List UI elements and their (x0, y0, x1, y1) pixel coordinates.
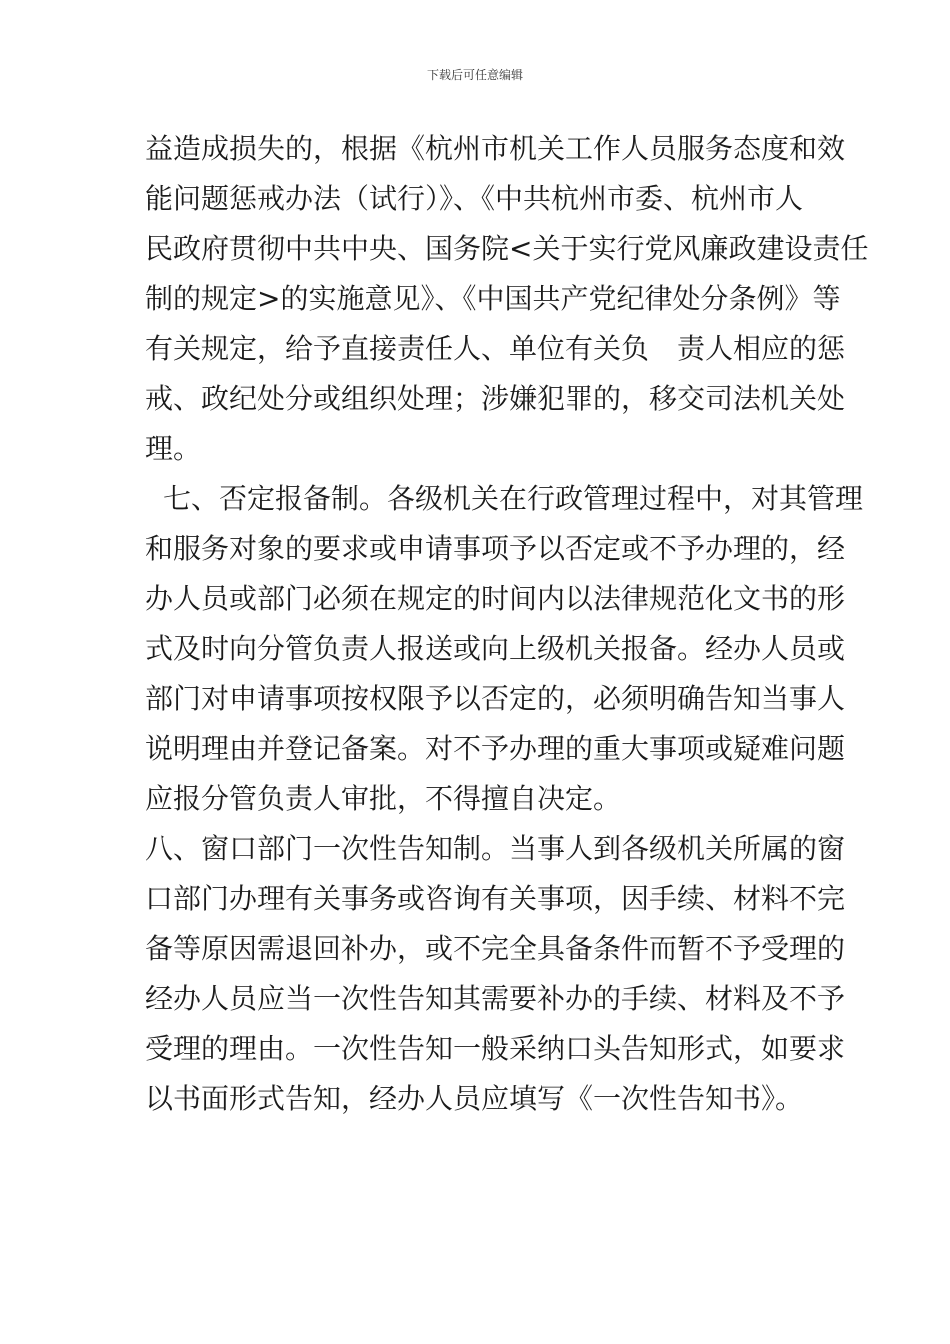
text-line: 说明理由并登记备案。对不予办理的重大事项或疑难问题 (145, 732, 846, 765)
text-line: 益造成损失的，根据《杭州市机关工作人员服务态度和效 (145, 132, 846, 165)
text-line: 部门对申请事项按权限予以否定的，必须明确告知当事人 (145, 682, 846, 715)
text-line: 民政府贯彻中共中央、国务院<关于实行党风廉政建设责任 (145, 232, 869, 265)
text-line: 和服务对象的要求或申请事项予以否定或不予办理的，经 (145, 532, 846, 565)
text-line: 经办人员应当一次性告知其需要补办的手续、材料及不予 (145, 982, 846, 1015)
text-line: 式及时向分管负责人报送或向上级机关报备。经办人员或 (145, 632, 846, 665)
text-line: 理。 (145, 432, 202, 465)
section-eight-first-line: 八、窗口部门一次性告知制。当事人到各级机关所属的窗 (145, 832, 846, 865)
text-line: 备等原因需退回补办，或不完全具备条件而暂不予受理的 (145, 932, 846, 965)
text-line: 受理的理由。一次性告知一般采纳口头告知形式，如要求 (145, 1032, 846, 1065)
page-header-note: 下载后可任意编辑 (426, 68, 523, 82)
text-line: 口部门办理有关事务或咨询有关事项，因手续、材料不完 (145, 882, 846, 915)
section-seven-first-line: 七、否定报备制。各级机关在行政管理过程中，对其管理 (163, 482, 864, 515)
text-line: 制的规定>的实施意见》、《中国共产党纪律处分条例》等 (145, 282, 841, 315)
text-line: 以书面形式告知，经办人员应填写《一次性告知书》。 (145, 1082, 804, 1115)
text-line: 能问题惩戒办法（试行）》、《中共杭州市委、杭州市人 (145, 182, 804, 215)
text-line: 办人员或部门必须在规定的时间内以法律规范化文书的形 (145, 582, 846, 615)
text-line: 应报分管负责人审批，不得擅自决定。 (145, 782, 622, 815)
text-line: 戒、政纪处分或组织处理；涉嫌犯罪的，移交司法机关处 (145, 382, 846, 415)
text-line: 有关规定，给予直接责任人、单位有关负 责人相应的惩 (145, 332, 846, 365)
